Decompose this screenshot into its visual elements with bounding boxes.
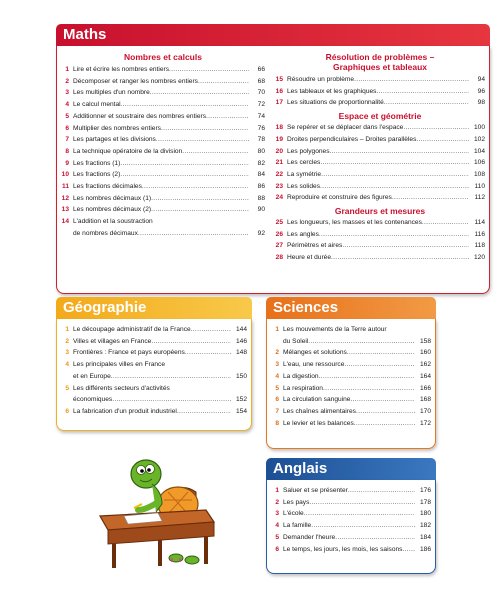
- toc-entry-number: 2: [275, 349, 279, 357]
- toc-entry-number: 7: [65, 136, 69, 144]
- toc-entry-page: 118: [474, 242, 485, 250]
- toc-entry-page: 146: [235, 337, 247, 345]
- toc-entry: [271, 497, 431, 509]
- leader-dots: [416, 134, 469, 146]
- toc-entry-title: Les fractions décimales: [73, 183, 142, 191]
- toc-entry-number: 21: [275, 159, 283, 167]
- toc-entry-number: 1: [275, 326, 279, 333]
- maths-left-column: [61, 52, 265, 240]
- leader-dots: [206, 111, 249, 123]
- toc-entry-title: Périmètres et aires: [287, 242, 343, 250]
- toc-entry-title: Reproduire et construire des figures: [287, 194, 392, 202]
- toc-entry-number: 11: [62, 183, 69, 191]
- toc-entry-page: 170: [419, 407, 431, 415]
- maths-panel: [56, 46, 490, 294]
- toc-entry-number: 24: [275, 194, 283, 202]
- resolution-heading-line1: Résolution de problèmes –: [325, 52, 435, 62]
- toc-entry: [61, 324, 247, 336]
- leader-dots: [111, 371, 231, 383]
- toc-entry-number: 8: [65, 147, 69, 155]
- toc-entry-title: L'eau, une ressource: [283, 361, 345, 369]
- toc-entry-number: 4: [275, 522, 279, 530]
- toc-entry-page: 94: [477, 76, 485, 83]
- toc-entry-title: La circulation sanguine: [283, 396, 351, 404]
- anglais-list: [271, 485, 431, 555]
- toc-entry: [61, 336, 247, 348]
- toc-entry-number: 6: [275, 396, 279, 404]
- toc-entry: [275, 134, 485, 146]
- toc-entry-page: 74: [257, 112, 265, 120]
- toc-entry-title: Saluer et se présenter: [283, 487, 348, 494]
- toc-entry-page: 76: [257, 124, 265, 132]
- leader-dots: [121, 99, 249, 111]
- leader-dots: [161, 123, 249, 135]
- leader-dots: [384, 97, 469, 109]
- toc-entry: [61, 406, 247, 418]
- leader-dots: [112, 394, 231, 406]
- maths-section: [56, 24, 490, 296]
- toc-entry: [271, 508, 431, 520]
- turtle-illustration-svg: [96, 452, 226, 572]
- toc-entry-title-continued: de nombres décimaux: [73, 229, 138, 237]
- leader-dots: [308, 336, 415, 348]
- toc-entry-number: 9: [65, 159, 69, 167]
- toc-entry-number: 17: [275, 99, 283, 107]
- toc-entry: [275, 252, 485, 264]
- toc-entry: [275, 146, 485, 158]
- toc-entry-title: La respiration: [283, 384, 323, 392]
- toc-entry-page: 70: [257, 89, 265, 97]
- maths-left-list: [61, 64, 265, 240]
- toc-entry: [61, 359, 247, 382]
- toc-entry-page: 164: [419, 372, 431, 380]
- geographie-list: [61, 324, 247, 418]
- leader-dots: [198, 76, 249, 88]
- toc-entry: [61, 216, 265, 239]
- toc-entry: [275, 74, 485, 86]
- leader-dots: [347, 347, 415, 359]
- toc-entry-title-continued: économiques: [73, 396, 113, 404]
- toc-entry: [271, 544, 431, 556]
- toc-entry-number: 14: [61, 218, 69, 226]
- toc-entry-number: 8: [275, 419, 279, 427]
- leader-dots: [392, 192, 469, 204]
- toc-entry: [61, 347, 247, 359]
- toc-entry-number: 7: [275, 407, 279, 415]
- toc-entry-title: La symétrie: [287, 170, 322, 178]
- toc-entry-title: Les mouvements de la Terre autour: [283, 326, 387, 333]
- toc-entry-number: 23: [275, 182, 283, 190]
- toc-entry-title: Les chaînes alimentaires: [283, 407, 356, 415]
- toc-entry-page: 158: [419, 337, 431, 345]
- toc-entry-page: 112: [474, 194, 485, 202]
- leader-dots: [342, 240, 469, 252]
- sciences-section: [266, 297, 436, 451]
- toc-entry-title: Le découpage administratif de la France: [73, 326, 191, 333]
- toc-entry-title: Les situations de proportionnalité: [287, 99, 384, 107]
- toc-entry: [271, 347, 431, 359]
- toc-entry-title: Les cercles: [287, 159, 321, 167]
- grandeurs-mesures-heading: Grandeurs et mesures: [334, 206, 426, 217]
- toc-entry-number: 5: [275, 384, 279, 392]
- toc-entry-title: Les nombres décimaux (2): [73, 206, 152, 214]
- toc-entry-page: 104: [473, 147, 485, 155]
- toc-entry-page: 96: [477, 87, 485, 95]
- toc-entry-title: Les polygones: [287, 147, 330, 155]
- leader-dots: [177, 406, 231, 418]
- toc-entry: [61, 99, 265, 111]
- toc-entry-page: 144: [235, 326, 247, 333]
- toc-entry: [61, 169, 265, 181]
- toc-entry-title: Droites perpendiculaires – Droites parallèles: [287, 135, 417, 143]
- toc-entry: [61, 76, 265, 88]
- toc-entry-title: Le temps, les jours, les mois, les saisons: [283, 545, 403, 553]
- toc-entry-title: Les angles: [287, 230, 319, 238]
- toc-entry-page: 92: [257, 229, 265, 237]
- toc-entry-page: 82: [257, 159, 265, 167]
- toc-entry-title: Les fractions (1): [73, 159, 121, 167]
- toc-entry-title: Demander l'heure: [283, 533, 336, 541]
- leader-dots: [403, 122, 469, 134]
- toc-entry-title: La famille: [283, 522, 312, 530]
- toc-entry-page: 154: [235, 407, 247, 415]
- toc-entry: [61, 158, 265, 170]
- maths-title: Maths: [56, 24, 490, 46]
- sciences-list: [271, 324, 431, 429]
- toc-entry-page: 172: [419, 419, 431, 427]
- leader-dots: [151, 204, 249, 216]
- toc-entry-title: L'addition et la soustraction: [73, 218, 153, 226]
- toc-entry-title-continued: et en Europe: [73, 372, 111, 380]
- maths-right-list-2: [275, 122, 485, 204]
- toc-entry-title: Les multiples d'un nombre: [73, 89, 150, 97]
- toc-entry-page: 168: [419, 396, 431, 404]
- toc-entry-title: Décomposer et ranger les nombres entiers: [73, 77, 198, 85]
- leader-dots: [182, 146, 249, 158]
- geographie-panel: [56, 319, 252, 431]
- maths-right-list-1: [275, 74, 485, 109]
- leader-dots: [330, 146, 469, 158]
- toc-entry: [271, 359, 431, 371]
- geographie-title: Géographie: [56, 297, 252, 319]
- toc-entry-title: Mélanges et solutions: [283, 349, 347, 357]
- leader-dots: [344, 359, 415, 371]
- toc-entry: [61, 134, 265, 146]
- leader-dots: [151, 193, 249, 205]
- leader-dots: [320, 181, 469, 193]
- toc-entry: [271, 532, 431, 544]
- leader-dots: [150, 87, 249, 99]
- leader-dots: [350, 394, 415, 406]
- toc-entry-number: 5: [275, 533, 279, 541]
- leader-dots: [156, 134, 249, 146]
- leader-dots: [335, 532, 415, 544]
- sciences-panel: [266, 319, 436, 449]
- toc-entry: [275, 229, 485, 241]
- toc-entry-page: 180: [419, 510, 431, 518]
- toc-entry-number: 1: [65, 326, 69, 333]
- toc-entry: [271, 324, 431, 347]
- toc-entry-number: 5: [65, 384, 69, 392]
- toc-entry-title: Villes et villages en France: [73, 337, 152, 345]
- anglais-panel: [266, 480, 436, 574]
- toc-entry: [271, 406, 431, 418]
- toc-entry-title: Additionner et soustraire des nombres entiers: [73, 112, 207, 120]
- toc-entry-title: Multiplier des nombres entiers: [73, 124, 161, 132]
- toc-entry-number: 3: [65, 89, 69, 97]
- toc-entry-title: Les partages et les divisions: [73, 136, 156, 144]
- leader-dots: [320, 157, 469, 169]
- toc-entry-number: 6: [275, 545, 279, 553]
- toc-entry: [275, 157, 485, 169]
- toc-entry-page: 116: [474, 230, 485, 238]
- leader-dots: [169, 64, 249, 76]
- toc-entry-number: 2: [275, 498, 279, 506]
- toc-entry: [61, 383, 247, 406]
- toc-entry-page: 98: [477, 99, 485, 107]
- toc-entry: [271, 485, 431, 497]
- toc-entry-title: Lire et écrire les nombres entiers: [73, 66, 170, 73]
- toc-entry-number: 3: [275, 361, 279, 369]
- leader-dots: [138, 228, 249, 240]
- toc-entry: [275, 240, 485, 252]
- toc-entry-title: Frontières : France et pays européens: [73, 349, 185, 357]
- toc-entry-title: Les pays: [283, 498, 310, 506]
- toc-entry-number: 27: [275, 242, 283, 250]
- toc-entry-page: 102: [473, 135, 485, 143]
- toc-entry: [271, 418, 431, 430]
- toc-entry-number: 6: [65, 124, 69, 132]
- toc-entry-number: 4: [65, 361, 69, 369]
- toc-entry-number: 22: [275, 170, 283, 178]
- toc-entry-title: Les longueurs, les masses et les contenances: [287, 219, 422, 227]
- toc-entry-number: 20: [275, 147, 283, 155]
- leader-dots: [142, 181, 249, 193]
- toc-entry-page: 78: [257, 136, 265, 144]
- leader-dots: [311, 520, 415, 532]
- toc-entry-number: 5: [65, 112, 69, 120]
- toc-entry-title: La technique opératoire de la division: [73, 147, 183, 155]
- toc-entry-title: Le levier et les balances: [283, 419, 354, 427]
- toc-entry: [61, 204, 265, 216]
- toc-entry: [275, 217, 485, 229]
- sciences-title: Sciences: [266, 297, 436, 319]
- toc-entry-page: 72: [257, 101, 265, 109]
- toc-entry-title: Le calcul mental: [73, 101, 121, 109]
- leader-dots: [319, 371, 415, 383]
- toc-entry: [61, 146, 265, 158]
- toc-entry-page: 80: [257, 147, 265, 155]
- leader-dots: [151, 336, 231, 348]
- leader-dots: [319, 229, 469, 241]
- leader-dots: [356, 406, 415, 418]
- leader-dots: [185, 347, 231, 359]
- leader-dots: [120, 169, 249, 181]
- toc-entry-page: 182: [419, 522, 431, 530]
- toc-entry-title-continued: du Soleil: [283, 337, 309, 345]
- toc-entry-number: 1: [65, 66, 69, 73]
- toc-entry-title: La digestion: [283, 372, 319, 380]
- toc-entry-page: 88: [257, 194, 265, 202]
- toc-entry-title: Les fractions (2): [73, 171, 121, 179]
- toc-entry: [275, 97, 485, 109]
- toc-entry-number: 25: [275, 219, 283, 227]
- toc-entry-page: 160: [419, 349, 431, 357]
- toc-entry-page: 166: [419, 384, 431, 392]
- toc-entry-number: 28: [275, 254, 283, 262]
- toc-entry-page: 162: [419, 361, 431, 369]
- leader-dots: [120, 158, 249, 170]
- toc-entry-page: 86: [257, 183, 265, 191]
- toc-entry: [61, 64, 265, 76]
- leader-dots: [376, 86, 469, 98]
- toc-entry-page: 68: [257, 77, 265, 85]
- toc-entry-title: Les nombres décimaux (1): [73, 194, 152, 202]
- toc-entry-title: Les solides: [287, 182, 320, 190]
- espace-geometrie-heading: Espace et géométrie: [338, 111, 422, 122]
- anglais-section: [266, 458, 436, 576]
- toc-entry-number: 2: [65, 77, 69, 85]
- toc-entry-title: Les tableaux et les graphiques: [287, 87, 377, 95]
- toc-entry-page: 84: [257, 171, 265, 179]
- toc-entry-page: 186: [419, 545, 431, 553]
- toc-entry-title: L'école: [283, 510, 304, 518]
- leader-dots: [309, 497, 415, 509]
- toc-entry: [61, 111, 265, 123]
- toc-entry-page: 150: [235, 372, 247, 380]
- toc-entry-page: 176: [419, 487, 431, 494]
- toc-entry-title: Les différents secteurs d'activités: [73, 384, 170, 392]
- toc-entry-page: 114: [474, 219, 485, 227]
- leader-dots: [348, 485, 415, 497]
- toc-entry-number: 4: [65, 101, 69, 109]
- leader-dots: [402, 544, 415, 556]
- toc-entry-page: 66: [257, 66, 265, 73]
- toc-entry: [271, 520, 431, 532]
- anglais-title: Anglais: [266, 458, 436, 480]
- toc-entry-page: 120: [473, 254, 485, 262]
- toc-entry-page: 100: [473, 124, 485, 132]
- toc-entry-title: Se repérer et se déplacer dans l'espace: [287, 124, 404, 132]
- toc-entry-number: 2: [65, 337, 69, 345]
- toc-entry-page: 90: [257, 206, 265, 214]
- leader-dots: [354, 74, 469, 86]
- leader-dots: [191, 324, 231, 336]
- toc-entry-page: 178: [419, 498, 431, 506]
- toc-entry-number: 15: [275, 76, 283, 83]
- leader-dots: [422, 217, 469, 229]
- toc-entry-number: 18: [275, 124, 283, 132]
- toc-entry-page: 106: [473, 159, 485, 167]
- leader-dots: [323, 383, 415, 395]
- toc-entry-page: 110: [474, 182, 485, 190]
- leader-dots: [354, 418, 415, 430]
- toc-entry-page: 184: [419, 533, 431, 541]
- maths-right-list-3: [275, 217, 485, 264]
- leader-dots: [304, 508, 415, 520]
- toc-entry-title: Résoudre un problème: [287, 76, 355, 83]
- toc-entry-title: La fabrication d'un produit industriel: [73, 407, 177, 415]
- geographie-section: [56, 297, 252, 433]
- toc-entry-number: 12: [61, 194, 69, 202]
- toc-entry-number: 3: [275, 510, 279, 518]
- toc-entry-number: 6: [65, 407, 69, 415]
- toc-entry-page: 108: [473, 170, 485, 178]
- nombres-calculs-heading: Nombres et calculs: [124, 52, 202, 62]
- maths-right-column: [275, 52, 485, 264]
- toc-entry: [61, 87, 265, 99]
- toc-entry: [275, 192, 485, 204]
- toc-entry: [61, 193, 265, 205]
- toc-entry-title: Les principales villes en France: [73, 361, 165, 369]
- toc-entry: [271, 394, 431, 406]
- toc-entry-page: 148: [235, 349, 247, 357]
- toc-entry-page: 152: [235, 396, 247, 404]
- toc-entry-number: 13: [61, 206, 69, 214]
- toc-entry: [275, 169, 485, 181]
- leader-dots: [331, 252, 469, 264]
- toc-entry: [275, 86, 485, 98]
- toc-entry-number: 3: [65, 349, 69, 357]
- toc-entry-number: 16: [275, 87, 283, 95]
- turtle-at-desk-illustration: [96, 452, 226, 572]
- toc-entry-number: 19: [275, 135, 283, 143]
- toc-entry-title: Heure et durée: [287, 254, 331, 262]
- toc-entry-number: 26: [275, 230, 283, 238]
- toc-entry-number: 1: [275, 487, 279, 494]
- toc-entry: [271, 383, 431, 395]
- toc-entry-number: 10: [61, 171, 69, 179]
- toc-entry: [61, 123, 265, 135]
- toc-entry-number: 4: [275, 372, 279, 380]
- leader-dots: [321, 169, 469, 181]
- toc-entry: [275, 181, 485, 193]
- toc-entry: [61, 181, 265, 193]
- resolution-heading-line2: Graphiques et tableaux: [333, 62, 427, 72]
- toc-entry: [275, 122, 485, 134]
- toc-entry: [271, 371, 431, 383]
